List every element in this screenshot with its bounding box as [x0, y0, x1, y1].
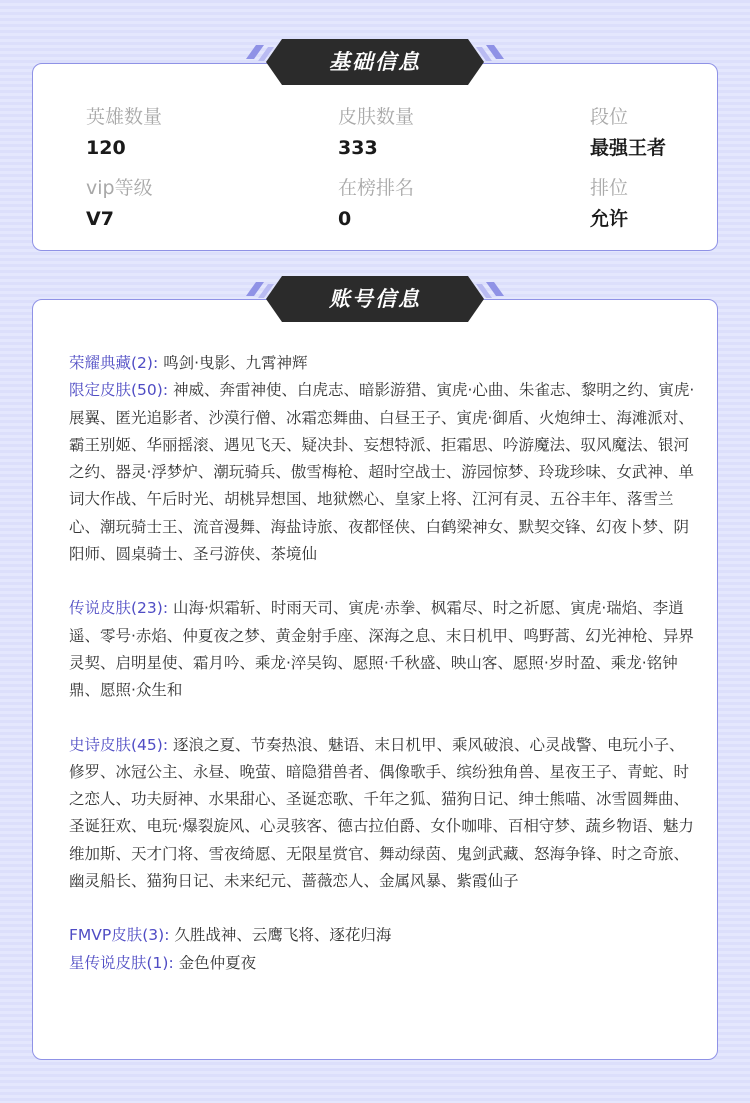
category-label: 传说皮肤(23):: [69, 599, 169, 618]
category-items: 逐浪之夏、节奏热浪、魅语、末日机甲、乘风破浪、心灵战警、电玩小子、修罗、冰冠公主、永昼、晚萤、暗隐猎兽者、偶像歌手、缤纷独角兽、星夜王子、青蛇、时之恋人、功夫厨神、水果甜心、圣诞恋歌、千年之狐、猫狗日记、绅士熊喵、冰雪圆舞曲、圣诞狂欢、电玩·爆裂旋风、心灵骇客、德古拉伯爵、女仆咖啡、百相守梦、蔬乡物语、魅力维加斯、天才门将、雪夜绮愿、无限星赏官、舞动绿茵、鬼剑武藏、怒海争锋、时之奇旅、幽灵船长、猫狗日记、未来纪元、蔷薇恋人、金属风暴、紫霞仙子: [69, 735, 694, 891]
category-items: 金色仲夏夜: [178, 953, 257, 972]
category-epic-skins: [69, 732, 699, 896]
stat-value: 120: [86, 137, 126, 159]
section-title: 账号信息: [329, 287, 421, 311]
stat-value: 允许: [590, 208, 629, 230]
category-items: 久胜战神、云鹰飞将、逐花归海: [174, 926, 392, 945]
stat-label: vip等级: [86, 177, 153, 199]
stat-ranked-allowed: [590, 175, 628, 232]
basic-info-card: [32, 63, 718, 251]
section-title: 基础信息: [329, 50, 421, 74]
stat-rank-tier: [590, 104, 666, 161]
stat-skin-count: [338, 104, 414, 161]
category-items: 山海·炽霜斩、时雨天司、寅虎·赤拳、枫霜尽、时之祈愿、寅虎·瑞焰、李逍遥、零号·赤焰、仲夏夜之梦、黄金射手座、深海之息、末日机甲、鸣野蒿、幻光神枪、异界灵契、启明星使、霜月吟、乘龙·淬吴钩、愿照·千秋盛、映山客、愿照·岁时盈、乘龙·铭钟鼎、愿照·众生和: [69, 599, 694, 700]
category-honor-collection: [69, 350, 699, 377]
category-items: 神威、奔雷神使、白虎志、暗影游猎、寅虎·心曲、朱雀志、黎明之约、寅虎·展翼、匿光追影者、沙漠行僧、冰霜恋舞曲、白昼王子、寅虎·御盾、火炮绅士、海滩派对、霸王别姬、华丽摇滚、遇见飞天、疑决卦、妄想特派、拒霜思、吟游魔法、驭风魔法、银河之约、器灵·浮梦炉、潮玩骑兵、傲雪梅枪、超时空战士、游园惊梦、玲珑珍味、女武神、单词大作战、午后时光、胡桃异想国、地狱燃心、皇家上将、江河有灵、五谷丰年、落雪兰心、潮玩骑士王、流音漫舞、海盐诗旅、夜都怪侠、白鹤梁神女、默契交锋、幻夜卜梦、阴阳师、圆桌骑士、圣弓游侠、茶境仙: [69, 381, 695, 564]
stat-value: 333: [338, 137, 378, 159]
account-info-header: [246, 276, 504, 322]
category-fmvp-skins: [69, 922, 699, 949]
stat-value: 最强王者: [590, 137, 667, 159]
stat-label: 排位: [590, 177, 629, 199]
category-label: 限定皮肤(50):: [69, 381, 169, 400]
stat-label: 英雄数量: [86, 106, 163, 128]
category-label: 星传说皮肤(1):: [69, 953, 174, 972]
category-limited-skins: [69, 377, 699, 568]
category-label: 史诗皮肤(45):: [69, 735, 169, 754]
stat-vip-level: [86, 175, 153, 232]
category-items: 鸣剑·曳影、九霄神辉: [163, 354, 308, 372]
category-legend-skins: [69, 595, 699, 704]
account-info-card: [32, 299, 718, 1060]
stat-label: 段位: [590, 106, 629, 128]
basic-info-header: [246, 39, 504, 85]
stat-label: 在榜排名: [338, 177, 415, 199]
stat-value: 0: [338, 208, 352, 230]
stat-value: V7: [86, 208, 114, 230]
skin-list: [69, 350, 699, 977]
category-label: 荣耀典藏(2):: [69, 354, 159, 372]
category-star-legend-skins: [69, 950, 699, 977]
stat-label: 皮肤数量: [338, 106, 415, 128]
stat-leaderboard-rank: [338, 175, 414, 232]
stat-hero-count: [86, 104, 162, 161]
category-label: FMVP皮肤(3):: [69, 926, 170, 945]
